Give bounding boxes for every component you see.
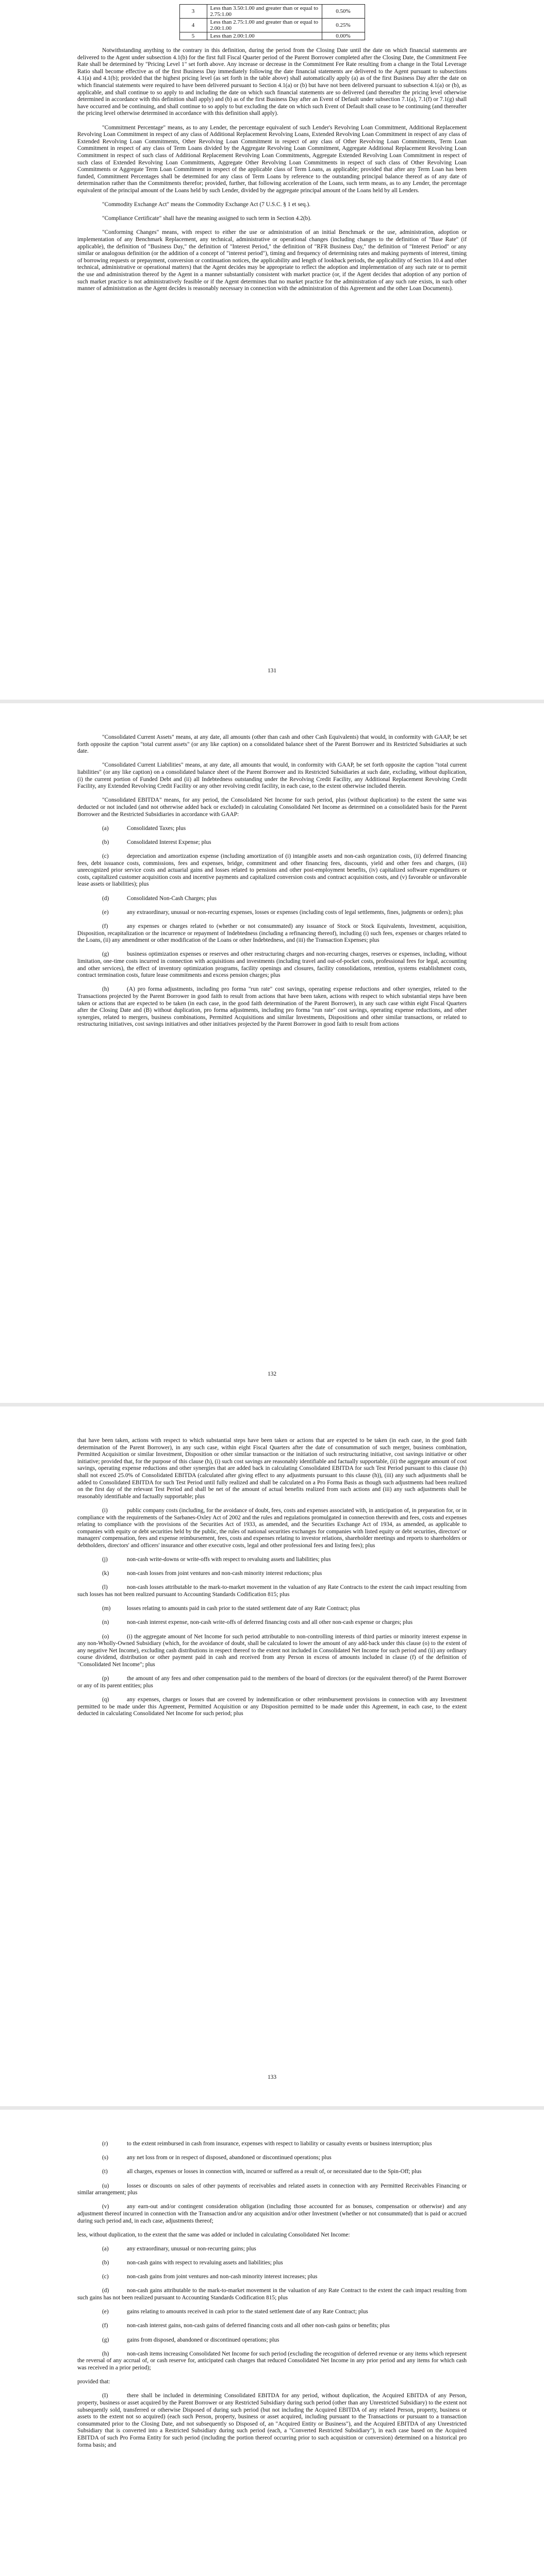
list-item: (b) Consolidated Interest Expense; plus — [102, 839, 211, 845]
list-item: (i) public company costs (including, for the avoidance of doubt, fees, costs and expenses associated with, in anticipation of, in preparation for, or in compliance with the requirements of the Sarbanes-Oxley Act of 2002 and the rules and regulations promulgated in connection therewith and fees, costs and expenses relating to compliance with the provisions of the Securities Act of 1933, as amended, and the Securities Exchange Act of 1934, as amended, as applicable to companies with equity or debt securities held by the public, the rules of national securities exchanges for companies with listed equity or debt securities, directors' or managers' compensation, fees and expense reimbursement, fees, costs and expenses relating to investor relations, shareholder meetings and reports to shareholders or debtholders, directors' and officers' insurance and other executive costs, legal and other professional fees and listing fees); plus — [77, 1507, 467, 1549]
definition-commitment-percentage: "Commitment Percentage" means, as to any Lender, the percentage equivalent of such Lender's Revolving Loan Commitment, Additional Replacement Revolving Loan Commitment in respect of any class of Additional Replacement Revolving Loans, Extended Revolving Loan Commitment in respect of any class of Extended Revolving Loan Commitments, Other Revolving Loan Commitment in respect of any class of Other Revolving Loan Commitments, Term Loan Commitment in respect of any class of Term Loans divided by the Aggregate Revolving Loan Commitment, Aggregate Additional Replacement Revolving Loan Commitment in respect of such class of Additional Replacement Revolving Loan Commitments, Aggregate Extended Revolving Loan Commitment in respect of such class of Extended Revolving Loan Commitments, Aggregate Other Revolving Loan Commitments in respect of such class of Other Revolving Loan Commitments or Aggregate Term Loan Commitment in respect of the applicable class of Term Loans, as applicable; provided that after any Term Loan has been funded, Commitment Percentages shall be determined for any class of Term Loans by reference to the outstanding principal balance thereof as of any date of determination rather than the Commitments therefor; provided, further, that following acceleration of the Loans, such term means, as to any Lender, the percentage equivalent of the principal amount of the Loans held by such Lender, divided by the aggregate principal amount of the Loans held by all Lenders. — [77, 124, 467, 194]
less-clause: less, without duplication, to the extent that the same was added or included in calculating Consolidated Net Income: — [77, 2231, 350, 2238]
table-row: 4 Less than 2.75:1.00 and greater than or equal to 2.00:1.00 0.25% — [179, 19, 365, 32]
list-item: (m) losses relating to amounts paid in cash prior to the stated settlement date of any Rate Contract; plus — [102, 1605, 360, 1612]
pricing-level-table — [179, 4, 365, 40]
definition-consolidated-current-liabilities: "Consolidated Current Liabilities" means, at any date, all amounts that would, in conformity with GAAP, be set forth opposite the caption "total current liabilities" (or any like caption) on a consolidated balance sheet of the Parent Borrower and its Restricted Subsidiaries at such date, excluding, without duplication, (i) the current portion of Funded Debt and (ii) all Indebtedness outstanding under the Revolving Credit Facility, any Additional Replacement Revolving Credit Facility, any Extended Revolving Credit Facility or any other revolving credit facility, in each case, to the extent otherwise included therein. — [77, 762, 467, 790]
list-item: (g) gains from disposed, abandoned or discontinued operations; plus — [102, 2336, 279, 2343]
list-item: (d) Consolidated Non-Cash Charges; plus — [102, 895, 217, 902]
list-item: (o) (i) the aggregate amount of Net Income for such period attributable to non-controlling interests of third parties or minority interest expense in any non-Wholly-Owned Subsidiary (which, for the avoidance of doubt, shall be calculated to lower the amount of any add-back under this clause (o) to the extent of any negative Net Income), excluding cash distributions in respect thereof to the extent not included in Consolidated Net Income for such period and (ii) any ordinary course dividend, distribution or other payment paid in cash and received from any Person in excess of amounts included in clause (f) of the definition of "Consolidated Net Income"; plus — [77, 1633, 467, 1668]
list-item: (r) to the extent reimbursed in cash from insurance, expenses with respect to liability or casualty events or business interruption; plus — [102, 2141, 432, 2147]
list-item: (c) depreciation and amortization expense (including amortization of (i) intangible assets and non-cash organization costs, (ii) deferred financing fees, debt issuance costs, commissions, fees and expenses, bridge, commitment and other financing fees, discounts, yield and other fees and charges, (iii) unrecognized prior service costs and actuarial gains and losses related to pensions and other post-employment benefits, (iv) capitalized software expenditures or costs, capitalized customer acquisition costs and incentive payments and capitalized conversion costs and contract acquisition costs, and (v) favorable or unfavorable lease assets or liabilities); plus — [77, 853, 467, 888]
page-number: 133 — [267, 2074, 277, 2080]
list-item: (s) any net loss from or in respect of disposed, abandoned or discontinued operations; plus — [102, 2155, 332, 2161]
list-item: (u) losses or discounts on sales of other payments of receivables and related assets in connection with any Permitted Receivables Financing or similar arrangement; plus — [77, 2182, 467, 2196]
list-item: (v) any earn-out and/or contingent consideration obligation (including those accounted for as bonuses, compensation or otherwise) and any adjustment thereof incurred in connection with the Transaction and/or any acquisition and/or other Investment (whether or not consummated) that is paid or accrued during such period and, in each case, adjustments thereof; — [77, 2204, 467, 2224]
list-item: (e) any extraordinary, unusual or non-recurring expenses, losses or expenses (including costs of legal settlements, fines, judgments or orders); plus — [102, 909, 464, 916]
page-132 — [0, 703, 544, 1403]
definition-compliance-certificate: "Compliance Certificate" shall have the meaning assigned to such term in Section 4.2(b). — [102, 215, 311, 222]
list-item: (t) all charges, expenses or losses in connection with, incurred or suffered as a result of, or necessitated due to the Spin-Off; plus — [102, 2168, 422, 2175]
list-item: (c) non-cash gains from joint ventures and non-cash minority interest increases; plus — [102, 2274, 318, 2280]
list-item: (g) business optimization expenses or reserves and other restructuring charges and non-recurring charges, reserves or expenses, including, without limitation, one-time costs incurred in connection with acquisitions and investments (including travel and out-of-pocket costs, professional fees for legal, accounting and other services), the effect of inventory optimization programs, facility openings and closures, facility consolidations, retention, systems establishment costs, contract termination costs, future lease commitments and excess pension charges; plus — [77, 951, 467, 979]
definition-consolidated-current-assets: "Consolidated Current Assets" means, at any date, all amounts (other than cash and other Cash Equivalents) that would, in conformity with GAAP, be set forth opposite the caption "total current assets" (or any like caption) on a consolidated balance sheet of the Parent Borrower and its Restricted Subsidiaries at such date. — [77, 734, 467, 755]
list-item: (p) the amount of any fees and other compensation paid to the members of the board of directors (or the equivalent thereof) of the Parent Borrower or any of its parent entities; plus — [77, 1675, 467, 1689]
list-item: (a) Consolidated Taxes; plus — [102, 825, 186, 832]
list-item: (f) any expenses or charges related to (whether or not consummated) any issuance of Stock or Stock Equivalents, Investment, acquisition, Disposition, recapitalization or the incurrence or repayment of Indebtedness (including a refinancing thereof), including (i) such fees, expenses or charges related to the Loans, (ii) any amendment or other modification of the Loans or other Indebtedness, and (iii) the Transaction Expenses; plus — [77, 923, 467, 944]
page-number: 131 — [267, 668, 277, 674]
list-item: (I) there shall be included in determining Consolidated EBITDA for any period, without duplication, the Acquired EBITDA of any Person, property, business or asset acquired by the Parent Borrower or any Restricted Subsidiary during such period (other than any Unrestricted Subsidiary) to the extent not subsequently sold, transferred or otherwise Disposed of during such period (but not including the Acquired EBITDA of any related Person, property, business or assets to the extent not so acquired) (each such Person, property, business or asset acquired, including pursuant to the Transactions or pursuant to a transaction consummated prior to the Closing Date, and not subsequently so Disposed of, an "Acquired Entity or Business"), and the Acquired EBITDA of any Unrestricted Subsidiary that is converted into a Restricted Subsidiary during such period (each, a "Converted Restricted Subsidiary"), in each case based on the Acquired EBITDA of such Pro Forma Entity for such period (including the portion thereof occurring prior to such acquisition or conversion) determined on a historical pro forma basis; and — [77, 2393, 467, 2448]
list-item: (l) non-cash losses attributable to the mark-to-market movement in the valuation of any Rate Contracts to the extent the cash impact resulting from such losses has not been realized pursuant to Accounting Standards Codification 815; plus — [77, 1584, 467, 1598]
definition-conforming-changes: "Conforming Changes" means, with respect to either the use or administration of an initial Benchmark or the use, administration, adoption or implementation of any Benchmark Replacement, any technical, administrative or operational changes (including changes to the definition of "Base Rate" (if applicable), the definition of "Business Day," the definition of "Interest Period," the definition of "RFR Business Day," the definition of "Interest Period" or any similar or analogous definition (or the addition of a concept of "interest period"), timing and frequency of determining rates and making payments of interest, timing of borrowing requests or prepayment, conversion or continuation notices, the applicability and length of lookback periods, the applicability of Section 10.4 and other technical, administrative or operational matters) that the Agent decides may be appropriate to reflect the adoption and implementation of any such rate or to permit the use and administration thereof by the Agent in a manner substantially consistent with market practice (or, if the Agent decides that adoption of any portion of such market practice is not administratively feasible or if the Agent determines that no market practice for the administration of any such rate exists, in such other manner of administration as the Agent decides is reasonably necessary in connection with the administration of this Agreement and the other Loan Documents). — [77, 229, 467, 292]
list-item: (q) any expenses, charges or losses that are covered by indemnification or other reimbursement provisions in connection with any Investment permitted to be made under this Agreement, Permitted Acquisition or any Disposition permitted to be made under this Agreement, in each case, to the extent deducted in calculating Consolidated Net Income for such period; plus — [77, 1696, 467, 1717]
paragraph: Notwithstanding anything to the contrary in this definition, during the period from the Closing Date until the date on which financial statements are delivered to the Agent under subsection 4.1(b) for the first full Fiscal Quarter period of the Parent Borrower completed after the Closing Date, the Commitment Fee Rate shall be determined by "Pricing Level 1" set forth above. Any increase or decrease in the Commitment Fee Rate resulting from a change in the Total Leverage Ratio shall become effective as of the first Business Day immediately following the date financial statements are delivered to the Agent pursuant to subsections 4.1(a) and 4.1(b); provided that the highest pricing level (as set forth in the table above) shall automatically apply (a) as of the first Business Day after the date on which financial statements were required to have been delivered pursuant to Section 4.1(a) or (b) but have not been delivered pursuant to subsection 4.1(a) or (b), as applicable, and shall continue to so apply to and including the date on which such financial statements are so delivered (and thereafter the pricing level otherwise determined in accordance with this definition shall apply) and (b) as of the first Business Day after an Event of Default under subsection 7.1(a), 7.1(f) or 7.1(g) shall have occurred and be continuing, and shall continue to so apply to but excluding the date on which such Event of Default shall cease to be continuing (and thereafter the pricing level otherwise determined in accordance with this definition shall apply). — [77, 47, 467, 117]
list-item: (h) (A) pro forma adjustments, including pro forma "run rate" cost savings, operating expense reductions and other synergies, related to the Transactions projected by the Parent Borrower in good faith to result from actions that have been taken, actions with respect to which substantial steps have been taken or actions that are expected to be taken (in each case, in the good faith determination of the Parent Borrower), in any such case within eight Fiscal Quarters after the Closing Date and (B) without duplication, pro forma adjustments, including pro forma "run rate" cost savings, operating expense reductions, and other synergies, related to mergers, business combinations, Permitted Acquisitions and similar Investments, Dispositions and other similar transactions, or related to restructuring initiatives, cost savings initiatives and other initiatives projected by the Parent Borrower in good faith to result from actions — [77, 986, 467, 1028]
table-row: 5 Less than 2.00:1.00 0.00% — [179, 32, 365, 40]
list-item: (n) non-cash interest expense, non-cash write-offs of deferred financing costs and all other non-cash expense or charges; plus — [102, 1619, 413, 1626]
definition-consolidated-ebitda: "Consolidated EBITDA" means, for any period, the Consolidated Net Income for such period, plus (without duplication) to the extent the same was deducted or not included (and not otherwise added back or excluded) in calculating Consolidated Net Income as determined on a consolidated basis for the Parent Borrower and the Restricted Subsidiaries in accordance with GAAP: — [77, 797, 467, 818]
page-131 — [0, 0, 544, 700]
list-item: (d) non-cash gains attributable to the mark-to-market movement in the valuation of any Rate Contract to the extent the cash impact resulting from such gains has not been realized pursuant to Accounting Standards Codification 815; plus — [77, 2287, 467, 2301]
list-item: (k) non-cash losses from joint ventures and non-cash minority interest reductions; plus — [102, 1570, 322, 1577]
page-134 — [0, 2110, 544, 2576]
list-item: (b) non-cash gains with respect to revaluing assets and liabilities; plus — [102, 2260, 283, 2266]
page-133 — [0, 1406, 544, 2106]
list-item: (e) gains relating to amounts received in cash prior to the stated settlement date of any Rate Contract; plus — [102, 2309, 368, 2315]
paragraph: that have been taken, actions with respect to which substantial steps have been taken or actions that are expected to be taken (in each case, in the good faith determination of the Parent Borrower), in any such case, within eight Fiscal Quarters after the date of consummation of such merger, business combination, Permitted Acquisition or similar Investment, Disposition or other similar transaction or the initiation of such restructuring initiative, cost savings initiative or other initiative; provided that, for the purpose of this clause (h), (i) such cost savings are reasonably identifiable and factually supportable, (ii) the aggregate amount of cost savings, operating expense reductions and other synergies that are added back in calculating Consolidated EBITDA for such Test Period pursuant to this clause (h) shall not exceed 25.0% of Consolidated EBITDA (calculated after giving effect to any adjustments pursuant to this clause (h)), (iii) any such adjustments shall be added to Consolidated EBITDA for such Test Period until fully realized and shall be calculated on a Pro Forma Basis as though such adjustments had been realized on the first day of the relevant Test Period and shall be net of the amount of actual benefits realized from such actions and (iii) any such adjustments shall be reasonably identifiable and factually supportable; plus — [77, 1437, 467, 1500]
list-item: (a) any extraordinary, unusual or non-recurring gains; plus — [102, 2245, 256, 2252]
list-item: (f) non-cash interest gains, non-cash gains of deferred financing costs and all other non-cash gains or benefits; plus — [102, 2323, 390, 2329]
provided-clause: provided that: — [77, 2379, 110, 2385]
table-row: 3 Less than 3.50:1.00 and greater than or equal to 2.75:1.00 0.50% — [179, 5, 365, 19]
list-item: (h) non-cash items increasing Consolidated Net Income for such period (excluding the recognition of deferred revenue or any items which represent the reversal of any accrual of, or cash reserve for, anticipated cash charges that reduced Consolidated Net Income in any prior period and any items for which cash was received in a prior period); — [77, 2350, 467, 2371]
list-item: (j) non-cash write-downs or write-offs with respect to revaluing assets and liabilities; plus — [102, 1556, 331, 1563]
definition-commodity-exchange-act: "Commodity Exchange Act" means the Commodity Exchange Act (7 U.S.C. § 1 et seq.). — [102, 201, 311, 208]
page-number: 132 — [267, 1371, 277, 1377]
